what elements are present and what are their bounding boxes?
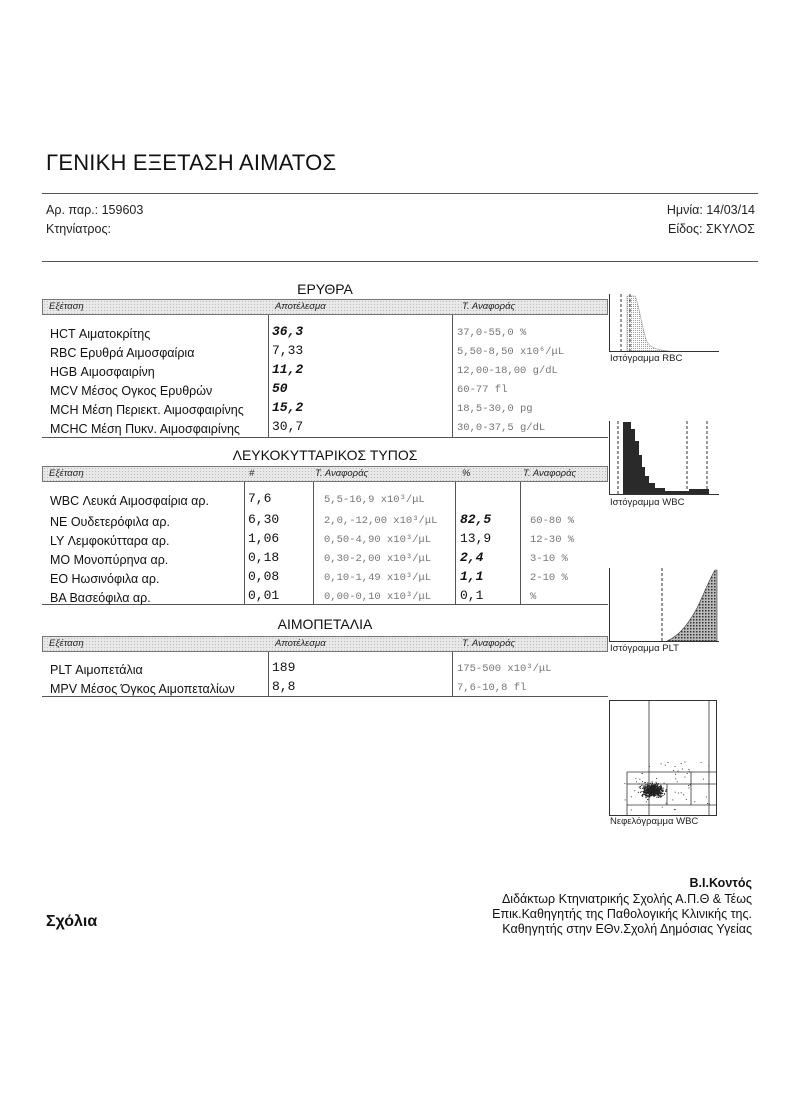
scatter-point [639,787,640,788]
row-absref-eo: 0,10-1,49 x10³/μL [324,572,432,584]
scatter-point [662,791,663,792]
scatter-point [659,796,660,797]
row-value-hgb: 11,2 [272,362,304,377]
scatter-point [646,796,647,797]
scatter-point [647,785,648,786]
scatter-point [672,799,673,800]
column-divider [313,482,314,604]
row-ref-mchc: 30,0-37,5 g/dL [457,422,546,434]
header-test: Εξέταση [49,638,84,649]
row-pct-eo: 1,1 [460,569,484,584]
header-reference: Τ. Αναφοράς [462,638,516,649]
scatter-point [658,797,659,798]
scatter-point [634,790,635,791]
plt-histogram-curve [667,570,717,641]
scatter-point [640,786,641,787]
row-label-hct: HCT Αιματοκρίτης [50,327,151,341]
scatter-point [639,783,640,784]
scatter-point [635,778,636,779]
scatter-point [659,795,660,796]
scatter-point [652,781,653,782]
scatter-point [659,791,660,792]
header-percent: % [462,468,471,479]
scatter-point [657,794,658,795]
signature-line-1: Διδάκτωρ Κτηνιατρικής Σχολής Α.Π.Θ & Τέως [501,892,752,906]
scatter-point [659,786,660,787]
scatter-point [660,795,661,796]
scatter-point [661,793,662,794]
scatter-point [654,795,655,796]
scatter-point [646,788,647,789]
scatter-point [652,792,653,793]
page-title: ΓΕΝΙΚΗ ΕΞΕΤΑΣΗ ΑΙΜΑΤΟΣ [46,150,337,175]
scatter-point [650,783,651,784]
scatter-point [655,795,656,796]
scatter-point [645,784,646,785]
scattergram-frame [610,701,717,816]
scatter-point [648,788,649,789]
scatter-point [656,783,657,784]
comments-label: Σχόλια [46,913,98,930]
scatter-point [673,770,674,771]
scatter-point [645,790,646,791]
scatter-point [664,783,665,784]
header-test: Εξέταση [49,468,84,479]
exam-date: Ημνία: 14/03/14 [666,203,755,217]
scatter-point [651,785,652,786]
scatter-point [681,763,682,764]
scatter-point [658,783,659,784]
wbc-section-title: ΛΕΥΚΟΚΥΤΤΑΡΙΚΟΣ ΤΥΠΟΣ [232,447,418,463]
scatter-point [654,786,655,787]
rbc-histogram [609,294,719,352]
header-result: Αποτέλεσμα [275,301,326,312]
scatter-point [686,799,687,800]
species-field: Είδος: ΣΚΥΛΟΣ [667,222,755,236]
scatter-point [688,787,689,788]
scatter-point [677,781,678,782]
row-label-rbc: RBC Ερυθρά Αιμοσφαίρια [50,346,195,360]
row-label-mpv: MPV Μέσος Όγκος Αιμοπεταλίων [50,682,235,696]
row-ref-mch: 18,5-30,0 pg [457,403,533,415]
scatter-point [645,788,646,789]
scatter-point [684,762,685,763]
row-pctref-eo: 2-10 % [530,572,568,584]
scatter-point [649,783,650,784]
row-abs-mo: 0,18 [248,550,280,565]
row-ref-hgb: 12,00-18,00 g/dL [457,365,558,377]
scatter-point [645,785,646,786]
scatter-point [651,787,652,788]
scatter-point [690,784,691,785]
scatter-point [651,790,652,791]
plt-histogram [609,568,719,642]
scatter-point [644,782,645,783]
scatter-point [661,788,662,789]
row-label-wbc: WBC Λευκά Αιμοσφαίρια αρ. [50,494,209,508]
scatter-point [655,786,656,787]
header-reference: Τ. Αναφοράς [462,301,516,312]
row-label-plt: PLT Αιμοπετάλια [50,663,143,677]
scatter-point [649,791,650,792]
scatter-point [647,795,648,796]
scatter-point [658,796,659,797]
column-divider [268,315,269,437]
row-label-hgb: HGB Αιμοσφαιρίνη [50,365,155,379]
plt-section-title: ΑΙΜΟΠΕΤΑΛΙΑ [277,616,373,632]
scatter-point [701,762,702,763]
scatter-point [664,794,665,795]
divider [42,193,758,194]
plt-table-header [42,636,608,652]
row-pct-ba: 0,1 [460,588,484,603]
scatter-point [662,795,663,796]
scatter-point [653,786,654,787]
row-pct-ne: 82,5 [460,512,492,527]
scatter-point [649,795,650,796]
scatter-point [642,773,643,774]
scatter-point [665,791,666,792]
column-divider [452,652,453,696]
wbc-histogram-bars [623,422,709,494]
scatter-point [684,777,685,778]
scatter-point [656,790,657,791]
scatter-point [660,793,661,794]
scatter-point [655,791,656,792]
scatter-point [675,778,676,779]
row-pct-mo: 2,4 [460,550,484,565]
wbc-table-header [42,466,608,482]
row-absref-ly: 0,50-4,90 x10³/μL [324,534,432,546]
row-abs-ne: 6,30 [248,512,280,527]
scatter-point [656,793,657,794]
row-abs-ly: 1,06 [248,531,280,546]
scatter-point [674,809,675,810]
scatter-point [646,787,647,788]
signature-line-2: Επικ.Καθηγητής της Παθολογικής Κλινικής της. [492,907,752,921]
scatter-point [644,794,645,795]
reference-number: Αρ. παρ.: 159603 [46,203,144,217]
scatter-point [656,782,657,783]
rbc-histogram-curve [627,296,669,351]
row-value-mchc: 30,7 [272,419,304,434]
scatter-point [709,803,710,804]
scatter-point [663,790,664,791]
column-divider [452,315,453,437]
row-value-rbc: 7,33 [272,343,304,358]
rbc-table-header [42,299,608,315]
veterinarian-field: Κτηνίατρος: [46,222,111,236]
scatter-point [652,783,653,784]
row-label-ba: BA Βασεόφιλα αρ. [50,591,151,605]
scatter-point [682,769,683,770]
scatter-point [661,763,662,764]
header-result: Αποτέλεσμα [275,638,326,649]
column-divider [520,482,521,604]
scatter-point [646,792,647,793]
scatter-point [647,799,648,800]
row-pctref-ly: 12-30 % [530,534,575,546]
scatter-point [663,788,664,789]
scatter-point [642,796,643,797]
row-pctref-ne: 60-80 % [530,515,575,527]
row-pctref-mo: 3-10 % [530,553,568,565]
table-bottom-line [42,696,608,697]
scatter-point [643,787,644,788]
wbc-histogram-label: Ιστόγραμμα WBC [610,497,685,508]
scatter-point [639,779,640,780]
row-absref-wbc: 5,5-16,9 x10³/μL [324,494,425,506]
scatter-point [638,792,639,793]
scatter-point [647,786,648,787]
scatter-point [703,779,704,780]
scatter-point [668,762,669,763]
scatter-point [675,792,676,793]
row-label-ne: NE Ουδετερόφιλα αρ. [50,515,170,529]
header-reference: Τ. Αναφοράς [315,468,369,479]
scatter-point [646,801,647,802]
scatter-point [624,783,625,784]
scatter-point [642,781,643,782]
row-label-eo: EO Ηωσινόφιλα αρ. [50,572,160,586]
plt-histogram-label: Ιστόγραμμα PLT [610,643,679,654]
row-label-mchc: MCHC Μέση Πυκν. Αιμοσφαιρίνης [50,422,240,436]
divider [42,261,758,262]
scatter-point [659,789,660,790]
scatter-point [708,766,709,767]
scatter-point [657,788,658,789]
scatter-point [656,792,657,793]
scatter-point [656,778,657,779]
row-ref-rbc: 5,50-8,50 x10⁶/μL [457,346,565,358]
header-count: # [249,468,255,479]
scatter-point [688,785,689,786]
scatter-point [641,791,642,792]
scatter-point [658,793,659,794]
scatter-point [649,793,650,794]
scatter-point [678,771,679,772]
scatter-point [647,791,648,792]
scatter-point [631,796,632,797]
scatter-point [631,810,632,811]
row-value-mcv: 50 [272,381,288,396]
scatter-point [655,789,656,790]
row-value-mch: 15,2 [272,400,304,415]
scatter-point [655,785,656,786]
scatter-point [665,765,666,766]
column-divider [268,652,269,696]
row-value-hct: 36,3 [272,324,304,339]
wbc-histogram [609,421,719,495]
scatter-point [643,792,644,793]
scatter-point [651,795,652,796]
scattergram-label: Νεφελόγραμμα WBC [610,816,699,827]
scatter-point [647,789,648,790]
signature-line-3: Καθηγητής στην ΕΘν.Σχολή Δημόσιας Υγείας [502,922,752,936]
scatter-point [647,784,648,785]
row-label-mcv: MCV Μέσος Ογκος Ερυθρών [50,384,213,398]
scatter-point [653,794,654,795]
scatter-point [675,766,676,767]
scatter-point [656,797,657,798]
scatter-point [653,784,654,785]
signature-name: Β.Ι.Κοντός [689,876,752,890]
row-abs-eo: 0,08 [248,569,280,584]
scatter-point [642,794,643,795]
wbc-scattergram [609,700,717,816]
scatter-point [694,801,695,802]
scatter-point [642,788,643,789]
row-ref-plt: 175-500 x10³/μL [457,663,552,675]
scatter-point [649,789,650,790]
row-value-mpv: 8,8 [272,679,296,694]
scatter-point [654,788,655,789]
scatter-point [625,799,626,800]
scatter-point [653,789,654,790]
header-test: Εξέταση [49,301,84,312]
scatter-point [648,796,649,797]
scatter-point [688,769,689,770]
scatter-point [675,774,676,775]
scatter-point [642,784,643,785]
row-pctref-ba: % [530,591,537,603]
row-absref-ne: 2,0,-12,00 x10³/μL [324,515,438,527]
row-pct-ly: 13,9 [460,531,492,546]
row-value-plt: 189 [272,660,296,675]
scatter-point [650,795,651,796]
scatter-point [706,797,707,798]
row-ref-mcv: 60-77 fl [457,384,508,396]
scatter-point [666,803,667,804]
scatter-point [645,794,646,795]
scatter-point [675,809,676,810]
scatter-point [681,792,682,793]
row-label-ly: LY Λεμφοκύτταρα αρ. [50,534,170,548]
scatter-point [640,788,641,789]
scatter-point [649,766,650,767]
row-abs-ba: 0,01 [248,588,280,603]
column-divider [455,482,456,604]
rbc-section-title: ΕΡΥΘΡΑ [297,281,353,297]
row-label-mo: MO Μονοπύρηνα αρ. [50,553,169,567]
scatter-point [640,792,641,793]
rbc-histogram-label: Ιστόγραμμα RBC [610,353,683,364]
row-absref-mo: 0,30-2,00 x10³/μL [324,553,432,565]
scatter-point [662,807,663,808]
row-absref-ba: 0,00-0,10 x10³/μL [324,591,432,603]
scatter-point [666,789,667,790]
scatter-point [707,803,708,804]
scatter-point [689,771,690,772]
header-reference-percent: Τ. Αναφοράς [523,468,577,479]
column-divider [244,482,245,604]
table-bottom-line [42,437,608,438]
scatter-point [687,773,688,774]
row-label-mch: MCH Μέση Περιεκτ. Αιμοσφαιρίνης [50,403,244,417]
scatter-point [683,794,684,795]
scatter-point [651,789,652,790]
row-abs-wbc: 7,6 [248,491,272,506]
scatter-point [678,793,679,794]
scatter-point [660,785,661,786]
row-ref-hct: 37,0-55,0 % [457,327,527,339]
scatter-point [641,785,642,786]
row-ref-mpv: 7,6-10,8 fl [457,682,527,694]
scatter-point [636,781,637,782]
scatter-point [651,793,652,794]
scatter-point [647,782,648,783]
